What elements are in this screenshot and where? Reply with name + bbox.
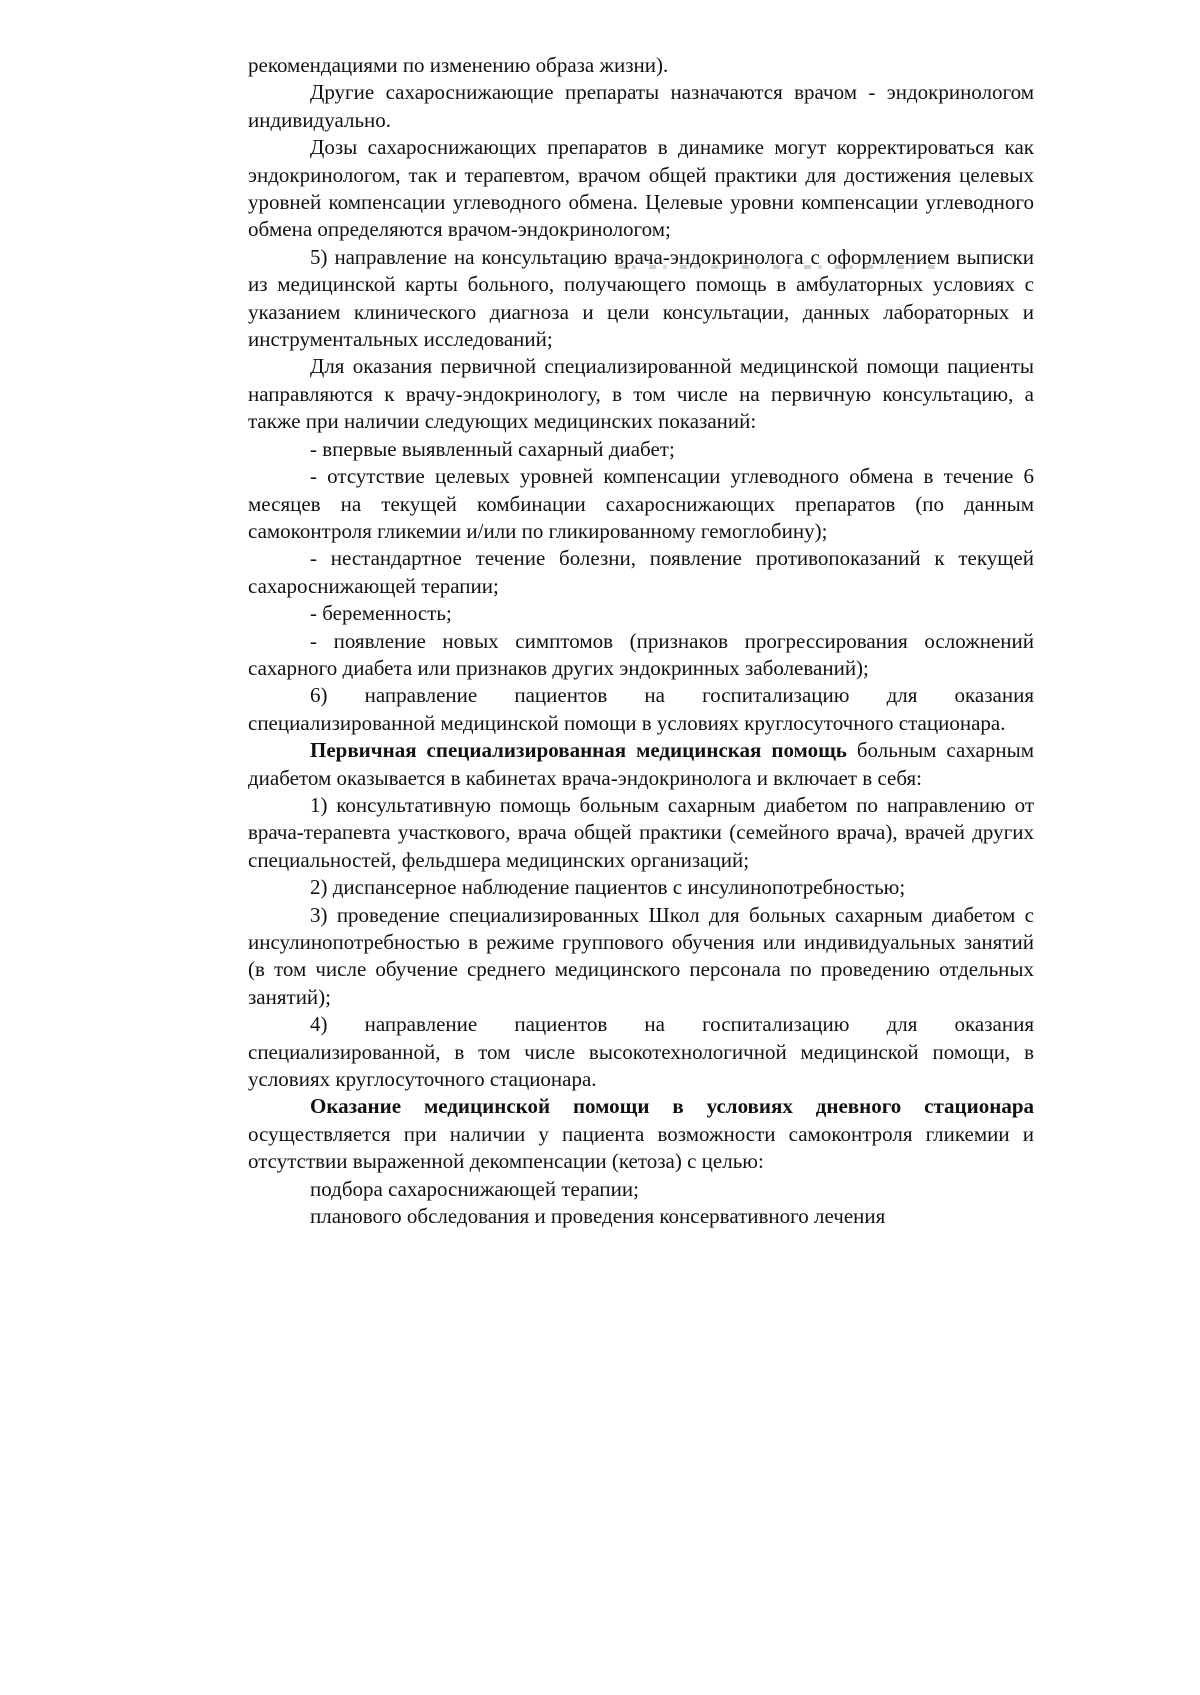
list-item: - отсутствие целевых уровней компенсации углеводного обмена в течение 6 месяцев на текущей комбинации сахароснижающих препаратов (по данным самоконтроля гликемии и/или по гликированному гемоглобину); [248, 464, 1034, 543]
section-heading: Первичная специализированная медицинская помощь [310, 738, 847, 763]
paragraph: Другие сахароснижающие препараты назначаются врачом - эндокринологом индивидуально. [248, 80, 1034, 132]
list-item: 3) проведение специализированных Школ для больных сахарным диабетом с инсулинопотребностью в режиме группового обучения или индивидуальных занятий (в том числе обучение среднего медицинского персонала по проведению отдельных занятий); [248, 902, 1034, 1009]
list-item: 1) консультативную помощь больным сахарным диабетом по направлению от врача-терапевта участкового, врача общей практики (семейного врача), врачей других специальностей, фельдшера медицинских организаций; [248, 792, 1034, 872]
list-item: - нестандартное течение болезни, появление противопоказаний к текущей сахароснижающей терапии; [248, 546, 1034, 598]
paragraph: 5) направление на консультацию врача-эндокринолога с оформлением выписки из медицинской карты больного, получающего помощь в амбулаторных условиях с указанием клинического диагноза и цели консультации, данных лабораторных и инструментальных исследований; [248, 244, 1034, 352]
list-item: - беременность; [310, 601, 452, 626]
paragraph-text: осуществляется при наличии у пациента возможности самоконтроля гликемии и отсутствии выраженной декомпенсации (кетоза) с целью: [248, 1121, 1034, 1174]
paragraph-text: больным сахарным диабетом оказывается в кабинетах врача-эндокринолога и включает в себя: [248, 738, 1034, 790]
list-item: 2) диспансерное наблюдение пациентов с инсулинопотребностью; [310, 875, 906, 900]
list-item: подбора сахароснижающей терапии; [310, 1176, 639, 1201]
list-item: планового обследования и проведения консервативного лечения [310, 1204, 886, 1229]
section-paragraph [248, 1093, 1034, 1175]
paragraph: Дозы сахароснижающих препаратов в динамике могут корректироваться как эндокринологом, так и терапевтом, врачом общей практики для достижения целевых уровней компенсации углеводного обмена. Целевые уровни компенсации углеводного обмена определяются врачом-эндокринологом; [248, 135, 1034, 242]
list-item: - впервые выявленный сахарный диабет; [310, 436, 675, 461]
paragraph: Для оказания первичной специализированной медицинской помощи пациенты направляются к врачу-эндокринологу, в том числе на первичную консультацию, а также при наличии следующих медицинских показаний: [248, 354, 1034, 434]
section-heading: Оказание медицинской помощи в условиях дневного стационара [310, 1094, 1034, 1119]
paragraph: рекомендациями по изменению образа жизни). [248, 53, 669, 77]
section-paragraph [248, 737, 1034, 792]
list-item: - появление новых симптомов (признаков прогрессирования осложнений сахарного диабета или признаков других эндокринных заболеваний); [248, 628, 1034, 680]
list-item: 4) направление пациентов на госпитализацию для оказания специализированной, в том числе высокотехнологичной медицинской помощи, в условиях круглосуточного стационара. [248, 1012, 1034, 1092]
paragraph: 6) направление пациентов на госпитализацию для оказания специализированной медицинской помощи в условиях круглосуточного стационара. [248, 683, 1034, 735]
document-body [248, 52, 1034, 1230]
